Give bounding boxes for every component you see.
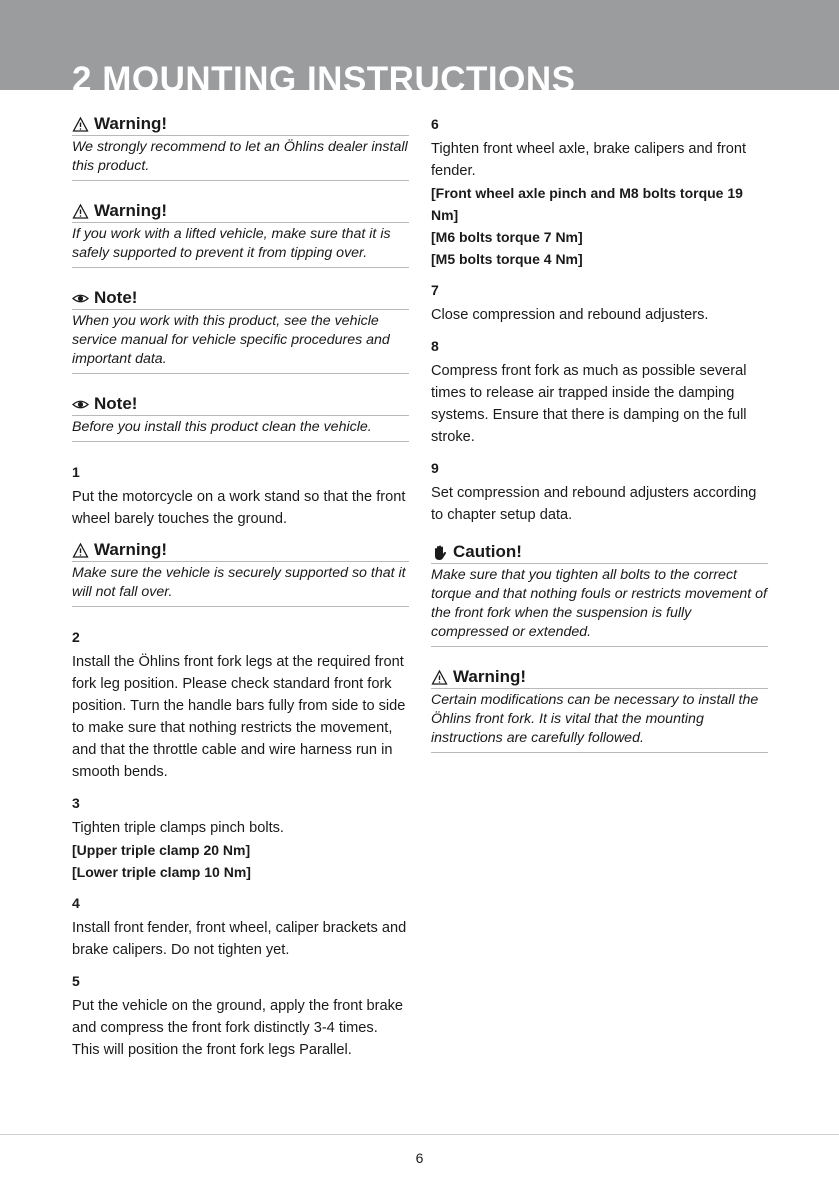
step-6: [431, 114, 768, 270]
torque-spec: [M5 bolts torque 4 Nm]: [431, 251, 583, 267]
step-number: 6: [431, 116, 439, 132]
step-number: 5: [72, 973, 80, 989]
warning-text: Make sure the vehicle is securely supported so that it will not fall over.: [72, 562, 409, 607]
torque-spec: [M6 bolts torque 7 Nm]: [431, 229, 583, 245]
page-title: 2 MOUNTING INSTRUCTIONS: [72, 60, 576, 90]
footer-divider: [0, 1134, 839, 1135]
step-5: [72, 971, 409, 1061]
step-2: [72, 627, 409, 783]
step-text: Install the Öhlins front fork legs at the required front fork leg position. Please check standard front fork position. Turn the handle bars fully from side to side to make sure that nothing restricts the movement, and that the throttle cable and wire harness run in smooth bends.: [72, 654, 406, 780]
warning-triangle-icon: [72, 203, 89, 220]
step-text: Tighten front wheel axle, brake calipers and front fender.: [431, 141, 747, 179]
note-label: Note!: [94, 288, 138, 307]
step-text: Tighten triple clamps pinch bolts.: [72, 820, 284, 836]
step-1: [72, 462, 409, 530]
warning-text: Certain modifications can be necessary to install the Öhlins front fork. It is vital that the mounting instructions are carefully followed.: [431, 689, 768, 753]
step-text: Close compression and rebound adjusters.: [431, 307, 709, 323]
warning-box: [72, 114, 409, 181]
warning-triangle-icon: [72, 542, 89, 559]
warning-label: Warning!: [94, 114, 168, 133]
page-number: 6: [415, 1150, 424, 1166]
torque-spec: [Upper triple clamp 20 Nm]: [72, 842, 251, 858]
warning-heading: [72, 540, 409, 562]
warning-box: [72, 201, 409, 268]
note-text: Before you install this product clean the vehicle.: [72, 416, 409, 442]
step-text: Compress front fork as much as possible several times to release air trapped inside the damping systems. Ensure that there is damping on the full stroke.: [431, 363, 747, 445]
warning-box: [431, 667, 768, 753]
warning-label: Warning!: [94, 201, 168, 220]
caution-text: Make sure that you tighten all bolts to the correct torque and that nothing fouls or restricts movement of the front fork when the suspension is fully compressed or extended.: [431, 564, 768, 647]
step-text: Put the vehicle on the ground, apply the front brake and compress the front fork distinctly 3-4 times. This will position the front fork legs Parallel.: [72, 998, 404, 1058]
eye-icon: [72, 396, 89, 413]
step-8: [431, 336, 768, 448]
step-number: 4: [72, 895, 80, 911]
step-number: 3: [72, 795, 80, 811]
warning-triangle-icon: [431, 669, 448, 686]
step-7: [431, 280, 768, 326]
eye-icon: [72, 290, 89, 307]
step-number: 8: [431, 338, 439, 354]
caution-heading: [431, 542, 768, 564]
header-band: [0, 0, 839, 90]
warning-heading: [431, 667, 768, 689]
step-4: [72, 893, 409, 961]
note-text: When you work with this product, see the vehicle service manual for vehicle specific procedures and important data.: [72, 310, 409, 374]
step-3: [72, 793, 409, 883]
hand-stop-icon: [431, 544, 448, 561]
warning-text: If you work with a lifted vehicle, make sure that it is safely supported to prevent it from tipping over.: [72, 223, 409, 268]
step-number: 1: [72, 464, 80, 480]
warning-heading: [72, 114, 409, 136]
step-text: Put the motorcycle on a work stand so that the front wheel barely touches the ground.: [72, 489, 406, 527]
note-label: Note!: [94, 394, 138, 413]
note-heading: [72, 288, 409, 310]
note-box: [72, 394, 409, 442]
step-text: Install front fender, front wheel, caliper brackets and brake calipers. Do not tighten yet.: [72, 920, 407, 958]
step-number: 9: [431, 460, 439, 476]
right-column: [431, 114, 768, 773]
warning-box: [72, 540, 409, 607]
left-column: [72, 114, 409, 1071]
step-number: 7: [431, 282, 439, 298]
caution-box: [431, 542, 768, 647]
warning-label: Warning!: [453, 667, 527, 686]
step-number: 2: [72, 629, 80, 645]
warning-text: We strongly recommend to let an Öhlins dealer install this product.: [72, 136, 409, 181]
caution-label: Caution!: [453, 542, 522, 561]
torque-spec: [Front wheel axle pinch and M8 bolts torque 19 Nm]: [431, 185, 743, 223]
warning-label: Warning!: [94, 540, 168, 559]
note-box: [72, 288, 409, 374]
step-text: Set compression and rebound adjusters according to chapter setup data.: [431, 485, 757, 523]
warning-heading: [72, 201, 409, 223]
warning-triangle-icon: [72, 116, 89, 133]
note-heading: [72, 394, 409, 416]
torque-spec: [Lower triple clamp 10 Nm]: [72, 864, 251, 880]
step-9: [431, 458, 768, 526]
